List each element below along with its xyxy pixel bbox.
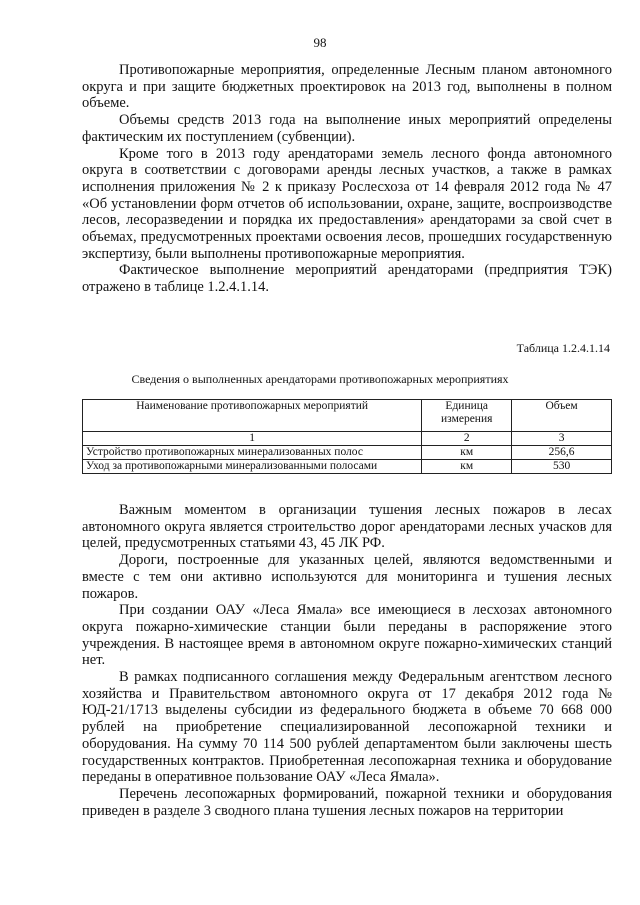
table-caption: Таблица 1.2.4.1.14 — [516, 341, 610, 355]
body-text-bottom — [82, 502, 612, 819]
paragraph: Фактическое выполнение мероприятий арендаторами (предприятия ТЭК) отражено в таблице 1.2.4.1.14. — [82, 262, 612, 296]
paragraph: При создании ОАУ «Леса Ямала» все имеющиеся в лесхозах автономного округа пожарно-химические станции были переданы в распоряжение этого учреждения. В настоящее время в автономном округе пожарно-химических станций нет. — [82, 602, 612, 669]
table-header-row — [83, 400, 612, 432]
column-number-row — [83, 432, 612, 446]
paragraph: Кроме того в 2013 году арендаторами земель лесного фонда автономного округа в соответствии с договорами аренды лесных участков, а также в рамках исполнения приложения № 2 к приказу Рослесхоза от 14 февраля 2012 года № 47 «Об установлении форм отчетов об использовании, охране, защите, воспроизводстве лесов, лесоразведении и порядка их предоставления» арендаторами за свой счет в объемах, предусмотренных проектами освоения лесов, прошедших государственную экспертизу, были выполнены противопожарные мероприятия. — [82, 145, 612, 262]
paragraph: В рамках подписанного соглашения между Федеральным агентством лесного хозяйства и Правительством автономного округа от 17 декабря 2012 года № ЮД-21/1713 выделены субсидии из федерального бюджета в объеме 70 668 000 рублей на приобретение специализированной лесопожарной техники и оборудования. На сумму 70 114 500 рублей департаментом были заключены шесть государственных контрактов. Приобретенная лесопожарная техника и оборудование переданы в оперативное пользование ОАУ «Леса Ямала». — [82, 669, 612, 786]
table-cell: 530 — [512, 460, 612, 474]
table-cell: 256,6 — [512, 446, 612, 460]
paragraph: Перечень лесопожарных формирований, пожарной техники и оборудования приведен в разделе 3 сводного плана тушения лесных пожаров на территории — [82, 785, 612, 819]
header-cell: Наименование противопожарных мероприятий — [83, 400, 422, 432]
page-number: 98 — [313, 35, 327, 50]
column-number: 3 — [512, 432, 612, 446]
header-cell: Единица измерения — [422, 400, 512, 432]
body-text-top — [82, 62, 612, 296]
activities-table — [82, 399, 612, 474]
table-cell: км — [422, 460, 512, 474]
paragraph: Объемы средств 2013 года на выполнение иных мероприятий определены фактическим их поступлением (субвенции). — [82, 112, 612, 145]
table-cell: км — [422, 446, 512, 460]
table-title: Сведения о выполненных арендаторами противопожарных мероприятиях — [131, 372, 509, 386]
table-cell: Устройство противопожарных минерализованных полос — [83, 446, 422, 460]
table-row — [83, 460, 612, 474]
paragraph: Дороги, построенные для указанных целей, являются ведомственными и вместе с тем они активно используются для мониторинга и тушения лесных пожаров. — [82, 552, 612, 602]
column-number: 2 — [422, 432, 512, 446]
column-number: 1 — [83, 432, 422, 446]
paragraph: Противопожарные мероприятия, определенные Лесным планом автономного округа и при защите бюджетных проектировок на 2013 год, выполнены в полном объеме. — [82, 62, 612, 112]
paragraph: Важным моментом в организации тушения лесных пожаров в лесах автономного округа является строительство дорог арендаторами лесных учасков для целей, предусмотренных статьями 43, 45 ЛК РФ. — [82, 502, 612, 552]
header-cell: Объем — [512, 400, 612, 432]
table-row — [83, 446, 612, 460]
table-cell: Уход за противопожарными минерализованными полосами — [83, 460, 422, 474]
